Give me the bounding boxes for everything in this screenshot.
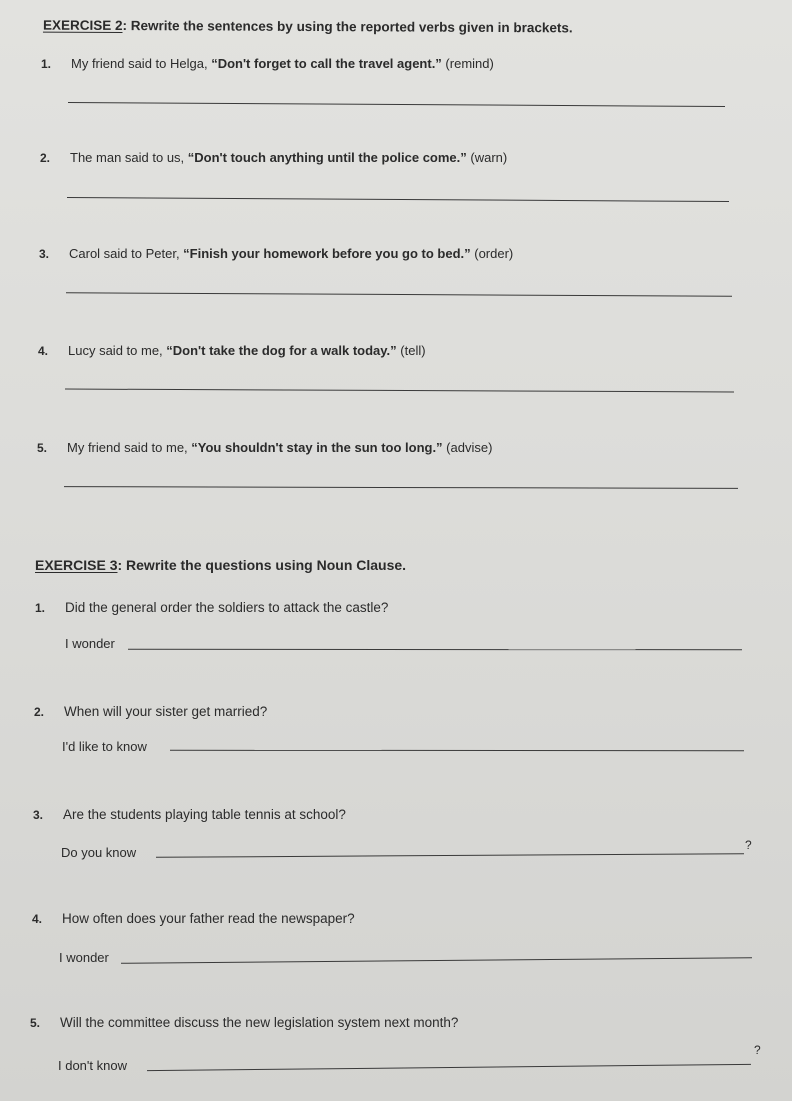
answer-line[interactable] [128, 649, 742, 651]
item-intro: My friend said to me, [67, 440, 192, 455]
item-number: 1. [41, 57, 52, 71]
exercise-3-item-3 [33, 807, 346, 822]
item-number: 5. [37, 441, 48, 455]
item-quote: “Don't take the dog for a walk today.” [166, 343, 397, 358]
answer-line[interactable] [121, 957, 752, 964]
answer-line[interactable] [67, 197, 729, 202]
item-quote: “Don't forget to call the travel agent.” [211, 56, 442, 71]
exercise-3-item-2 [34, 704, 267, 719]
exercise-2-label: EXERCISE 2 [42, 17, 123, 34]
exercise-2-heading [43, 18, 573, 36]
item-intro: Carol said to Peter, [69, 246, 184, 261]
answer-prompt: I wonder [65, 636, 115, 651]
item-verb: (advise) [442, 440, 493, 455]
exercise-2-instruction: : Rewrite the sentences by using the reported verbs given in brackets. [122, 18, 573, 36]
item-question: When will your sister get married? [64, 704, 268, 719]
item-number: 1. [35, 601, 46, 615]
item-number: 5. [30, 1016, 41, 1030]
answer-prompt: I'd like to know [62, 739, 147, 754]
item-question: How often does your father read the newspaper? [62, 911, 355, 926]
answer-prompt: I wonder [59, 950, 109, 965]
item-number: 3. [33, 808, 44, 822]
item-quote: “You shouldn't stay in the sun too long.” [191, 440, 443, 455]
exercise-3-item-5 [30, 1015, 458, 1030]
answer-prompt: I don't know [58, 1058, 127, 1073]
exercise-2-item-2 [40, 150, 507, 165]
answer-line[interactable] [156, 853, 744, 858]
item-question: Will the committee discuss the new legislation system next month? [60, 1015, 459, 1030]
exercise-2-item-5 [37, 440, 492, 455]
item-number: 4. [32, 912, 43, 926]
exercise-3-instruction: : Rewrite the questions using Noun Clause. [117, 557, 407, 573]
exercise-2-item-4 [38, 343, 426, 358]
item-quote: “Finish your homework before you go to bed.” [183, 246, 471, 261]
item-number: 4. [38, 344, 49, 358]
item-quote: “Don't touch anything until the police come.” [187, 150, 467, 165]
item-verb: (tell) [396, 343, 426, 358]
answer-line[interactable] [65, 389, 734, 393]
item-intro: Lucy said to me, [68, 343, 167, 358]
question-mark: ? [754, 1043, 761, 1057]
item-verb: (warn) [466, 150, 508, 165]
item-number: 3. [39, 247, 50, 261]
exercise-3-item-4 [32, 911, 355, 926]
item-verb: (remind) [441, 56, 494, 71]
exercise-3-label: EXERCISE 3 [35, 557, 118, 573]
exercise-3-heading [35, 557, 406, 573]
exercise-3-item-1 [35, 600, 388, 615]
answer-line[interactable] [68, 102, 725, 107]
answer-line[interactable] [66, 292, 732, 296]
exercise-2-item-3 [39, 246, 513, 261]
answer-prompt: Do you know [61, 845, 137, 860]
item-verb: (order) [470, 246, 514, 261]
item-intro: My friend said to Helga, [71, 56, 212, 71]
exercise-2-item-1 [41, 56, 494, 71]
question-mark: ? [745, 838, 752, 852]
answer-line[interactable] [147, 1064, 751, 1071]
answer-line[interactable] [170, 750, 744, 752]
answer-line[interactable] [64, 486, 738, 489]
item-number: 2. [40, 151, 51, 165]
item-question: Did the general order the soldiers to attack the castle? [65, 600, 389, 615]
item-question: Are the students playing table tennis at school? [63, 807, 346, 822]
item-intro: The man said to us, [70, 150, 188, 165]
item-number: 2. [34, 705, 45, 719]
